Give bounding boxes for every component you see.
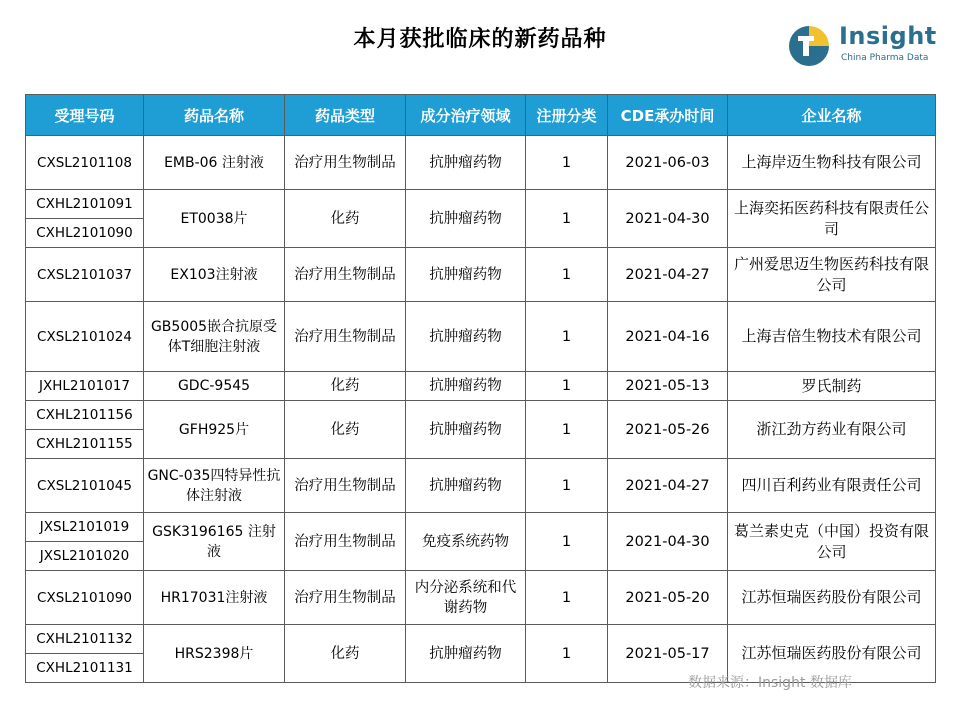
drug-type-cell: 化药 <box>285 372 406 401</box>
reg-class-cell: 1 <box>526 136 608 190</box>
table-row <box>26 401 936 430</box>
company-cell: 罗氏制药 <box>728 372 936 401</box>
reg-class-cell: 1 <box>526 459 608 513</box>
header-cde-date: CDE承办时间 <box>608 95 728 136</box>
reg-class-cell: 1 <box>526 571 608 625</box>
drug-name-cell: HR17031注射液 <box>144 571 285 625</box>
accept-no-cell: CXSL2101037 <box>26 248 144 302</box>
cde-date-cell: 2021-06-03 <box>608 136 728 190</box>
company-cell: 江苏恒瑞医药股份有限公司 <box>728 571 936 625</box>
therapy-area-cell: 抗肿瘤药物 <box>406 625 526 683</box>
drug-name-cell: HRS2398片 <box>144 625 285 683</box>
drug-name-cell: EX103注射液 <box>144 248 285 302</box>
header-drug-name: 药品名称 <box>144 95 285 136</box>
therapy-area-cell: 抗肿瘤药物 <box>406 401 526 459</box>
drug-type-cell: 治疗用生物制品 <box>285 459 406 513</box>
accept-no-cell: JXHL2101017 <box>26 372 144 401</box>
therapy-area-cell: 抗肿瘤药物 <box>406 372 526 401</box>
drug-type-cell: 化药 <box>285 190 406 248</box>
table-row <box>26 248 936 302</box>
company-cell: 上海岸迈生物科技有限公司 <box>728 136 936 190</box>
accept-no-cell: CXHL2101090 <box>26 219 144 248</box>
drug-type-cell: 治疗用生物制品 <box>285 571 406 625</box>
drug-name-cell: GB5005嵌合抗原受体T细胞注射液 <box>144 302 285 372</box>
drug-type-cell: 治疗用生物制品 <box>285 302 406 372</box>
drug-name-cell: GNC-035四特异性抗体注射液 <box>144 459 285 513</box>
table-row <box>26 372 936 401</box>
drug-type-cell: 治疗用生物制品 <box>285 248 406 302</box>
accept-no-cell: CXHL2101156 <box>26 401 144 430</box>
table-row <box>26 513 936 542</box>
logo-wordmark: Insight <box>839 22 937 50</box>
reg-class-cell: 1 <box>526 248 608 302</box>
accept-no-cell: CXSL2101108 <box>26 136 144 190</box>
cde-date-cell: 2021-05-26 <box>608 401 728 459</box>
table-row <box>26 571 936 625</box>
insight-logo <box>785 20 945 72</box>
drug-type-cell: 化药 <box>285 401 406 459</box>
cde-date-cell: 2021-04-27 <box>608 248 728 302</box>
table-row <box>26 302 936 372</box>
accept-no-cell: JXSL2101020 <box>26 542 144 571</box>
header-reg-class: 注册分类 <box>526 95 608 136</box>
drug-table <box>25 94 936 683</box>
therapy-area-cell: 抗肿瘤药物 <box>406 190 526 248</box>
company-cell: 广州爱思迈生物医药科技有限公司 <box>728 248 936 302</box>
drug-type-cell: 治疗用生物制品 <box>285 513 406 571</box>
logo-subtitle: China Pharma Data <box>841 53 929 63</box>
therapy-area-cell: 免疫系统药物 <box>406 513 526 571</box>
header-drug-type: 药品类型 <box>285 95 406 136</box>
table-row <box>26 190 936 219</box>
drug-type-cell: 化药 <box>285 625 406 683</box>
table-row <box>26 459 936 513</box>
company-cell: 浙江劲方药业有限公司 <box>728 401 936 459</box>
accept-no-cell: CXHL2101132 <box>26 625 144 654</box>
drug-name-cell: EMB-06 注射液 <box>144 136 285 190</box>
table-row <box>26 136 936 190</box>
company-cell: 上海吉倍生物技术有限公司 <box>728 302 936 372</box>
company-cell: 葛兰素史克（中国）投资有限公司 <box>728 513 936 571</box>
data-source-note: 数据来源：Insight 数据库 <box>688 675 852 691</box>
accept-no-cell: CXSL2101045 <box>26 459 144 513</box>
therapy-area-cell: 抗肿瘤药物 <box>406 248 526 302</box>
cde-date-cell: 2021-05-17 <box>608 625 728 683</box>
company-cell: 上海奕拓医药科技有限责任公司 <box>728 190 936 248</box>
header-accept-no: 受理号码 <box>26 95 144 136</box>
page-title: 本月获批临床的新药品种 <box>353 27 607 52</box>
reg-class-cell: 1 <box>526 302 608 372</box>
drug-name-cell: GFH925片 <box>144 401 285 459</box>
therapy-area-cell: 抗肿瘤药物 <box>406 136 526 190</box>
cde-date-cell: 2021-05-20 <box>608 571 728 625</box>
drug-type-cell: 治疗用生物制品 <box>285 136 406 190</box>
header-therapy-area: 成分治疗领域 <box>406 95 526 136</box>
accept-no-cell: CXSL2101090 <box>26 571 144 625</box>
reg-class-cell: 1 <box>526 372 608 401</box>
reg-class-cell: 1 <box>526 401 608 459</box>
cde-date-cell: 2021-04-27 <box>608 459 728 513</box>
accept-no-cell: CXHL2101155 <box>26 430 144 459</box>
cde-date-cell: 2021-05-13 <box>608 372 728 401</box>
accept-no-cell: CXSL2101024 <box>26 302 144 372</box>
cde-date-cell: 2021-04-30 <box>608 513 728 571</box>
insight-logo-mark-icon <box>785 22 833 70</box>
accept-no-cell: CXHL2101091 <box>26 190 144 219</box>
drug-name-cell: ET0038片 <box>144 190 285 248</box>
company-cell: 江苏恒瑞医药股份有限公司 <box>728 625 936 683</box>
accept-no-cell: CXHL2101131 <box>26 654 144 683</box>
cde-date-cell: 2021-04-16 <box>608 302 728 372</box>
company-cell: 四川百利药业有限责任公司 <box>728 459 936 513</box>
reg-class-cell: 1 <box>526 513 608 571</box>
accept-no-cell: JXSL2101019 <box>26 513 144 542</box>
reg-class-cell: 1 <box>526 625 608 683</box>
therapy-area-cell: 抗肿瘤药物 <box>406 302 526 372</box>
reg-class-cell: 1 <box>526 190 608 248</box>
drug-name-cell: GDC-9545 <box>144 372 285 401</box>
cde-date-cell: 2021-04-30 <box>608 190 728 248</box>
therapy-area-cell: 内分泌系统和代谢药物 <box>406 571 526 625</box>
therapy-area-cell: 抗肿瘤药物 <box>406 459 526 513</box>
drug-name-cell: GSK3196165 注射液 <box>144 513 285 571</box>
header-company: 企业名称 <box>728 95 936 136</box>
table-row <box>26 625 936 654</box>
table-header-row <box>26 95 936 136</box>
